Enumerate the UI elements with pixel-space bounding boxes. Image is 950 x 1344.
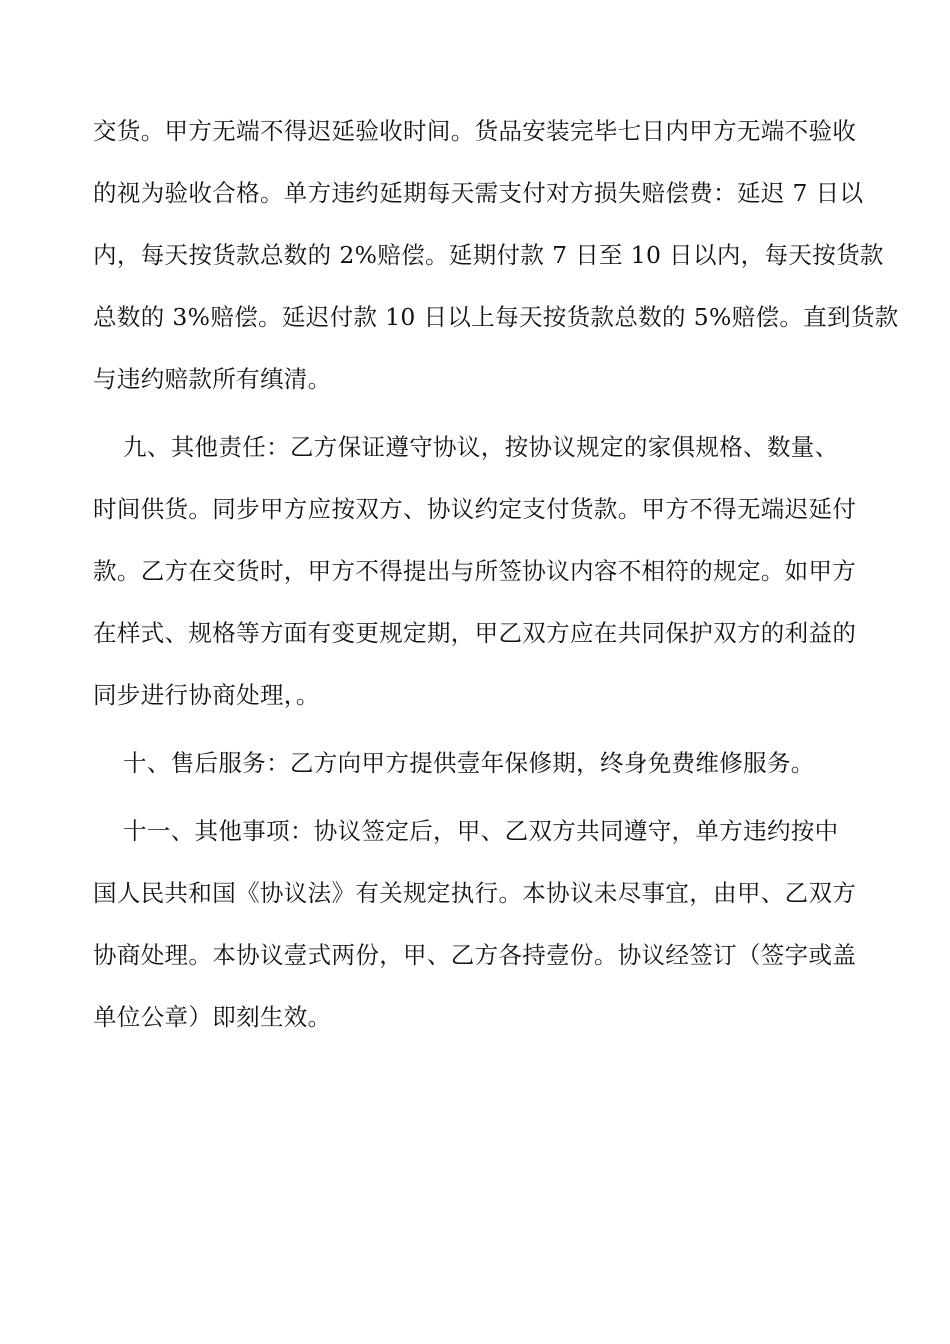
paragraph-line: 与违约赔款所有缜清。 (93, 365, 332, 393)
paragraph-line: 款。乙方在交货时，甲方不得提出与所签协议内容不相符的规定。如甲方 (93, 557, 857, 585)
paragraph-line: 协商处理。本协议壹式两份，甲、乙方各持壹份。协议经签订（签字或盖 (93, 941, 857, 969)
paragraph-line: 的视为验收合格。单方违约延期每天需支付对方损失赔偿费：延迟 7 日以 (93, 179, 864, 207)
paragraph-line: 十、售后服务：乙方向甲方提供壹年保修期，终身免费维修服务。 (123, 749, 815, 777)
paragraph-line: 单位公章）即刻生效。 (93, 1003, 332, 1031)
paragraph-line: 国人民共和国《协议法》有关规定执行。本协议未尽事宜，由甲、乙双方 (93, 879, 857, 907)
paragraph-line: 九、其他责任：乙方保证遵守协议，按协议规定的家俱规格、数量、 (123, 433, 839, 461)
paragraph-line: 在样式、规格等方面有变更规定期，甲乙双方应在共同保护双方的利益的 (93, 619, 857, 647)
paragraph-line: 交货。甲方无端不得迟延验收时间。货品安装完毕七日内甲方无端不验收 (93, 117, 857, 145)
paragraph-line: 总数的 3%赔偿。延迟付款 10 日以上每天按货款总数的 5%赔偿。直到货款 (93, 303, 899, 331)
paragraph-line: 时间供货。同步甲方应按双方、协议约定支付货款。甲方不得无端迟延付 (93, 495, 857, 523)
paragraph-line: 同步进行协商处理，。 (93, 681, 320, 709)
paragraph-line: 内，每天按货款总数的 2%赔偿。延期付款 7 日至 10 日以内，每天按货款 (93, 241, 884, 269)
paragraph-line: 十一、其他事项：协议签定后，甲、乙双方共同遵守，单方违约按中 (123, 817, 839, 845)
